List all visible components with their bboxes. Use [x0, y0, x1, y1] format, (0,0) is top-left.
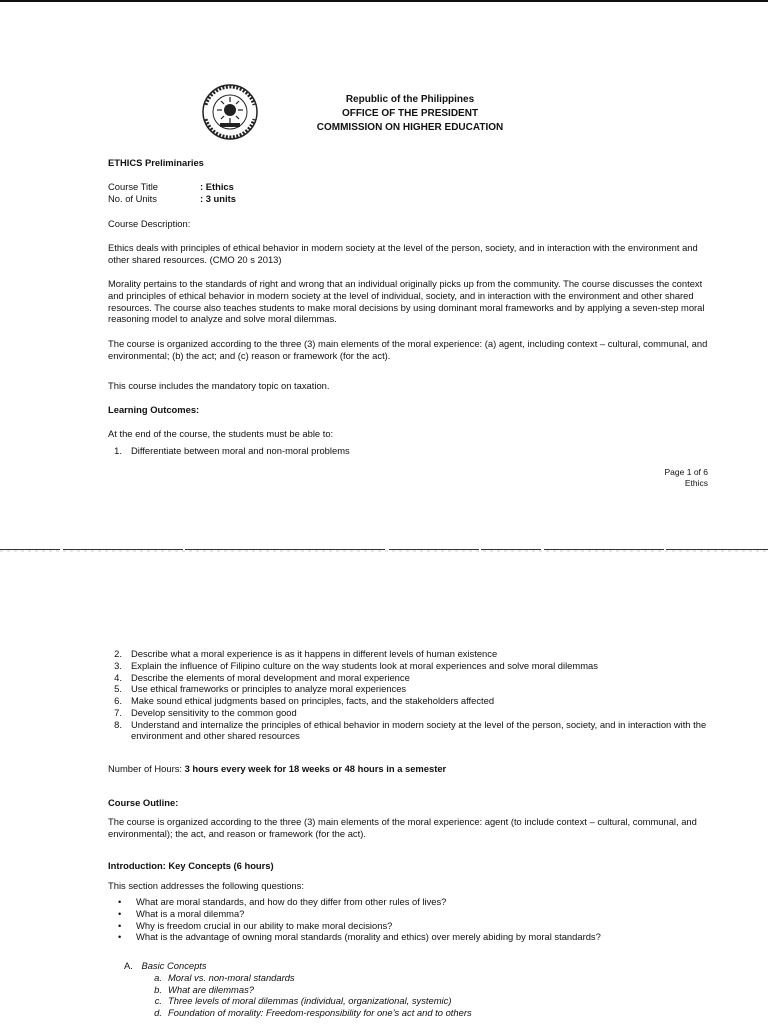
paragraph-1: Ethics deals with principles of ethical behavior in modern society at the level of the person, society, and in interaction with the environment and other shared resources. (CMO 20 s 2013): [108, 242, 698, 265]
footer-course: Ethics: [684, 478, 708, 488]
list-letter: b.: [154, 983, 162, 995]
field-label-units: No. of Units: [108, 192, 157, 204]
paragraph-4: This course includes the mandatory topic on taxation.: [108, 380, 330, 391]
list-item: [108, 896, 708, 908]
list-text: What are dilemmas?: [168, 983, 254, 995]
list-number: 2.: [114, 648, 122, 659]
concepts-letter: A.: [124, 960, 133, 971]
list-text: Differentiate between moral and non-moral problems: [131, 445, 350, 456]
concepts-title: Basic Concepts: [141, 960, 207, 971]
list-text: Describe what a moral experience is as it happens in different levels of human existence: [131, 648, 498, 659]
list-item: [108, 672, 710, 684]
list-text: Understand and internalize the principles of ethical behavior in modern society at the level of the person, society, and in interaction with the environment and other shared resources: [131, 718, 707, 742]
paragraph-3: The course is organized according to the three (3) main elements of the moral experience: (a) agent, including context – cultural, communal, and environmental; (b) the act; and (c) reason or framework (for the act).: [108, 338, 708, 361]
list-letter: c.: [154, 995, 162, 1007]
list-number: 4.: [114, 671, 122, 683]
list-item: [108, 908, 708, 920]
field-label-title: Course Title: [108, 181, 159, 192]
paragraph-2: Morality pertains to the standards of right and wrong that an individual originally picks up from the community. The course discusses the context and principles of ethical behavior in modern society at the level of individual, society, and in interaction with the environment and other shared resources. The course also teaches students to make moral decisions by using dominant moral frameworks and by applying a seven-step moral reasoning model to analyze and solve moral dilemmas.: [108, 278, 705, 325]
course-outline-heading: Course Outline:: [108, 797, 179, 808]
page-number: Page 1 of 6: [664, 467, 708, 477]
letterhead-line-1: Republic of the Philippines: [345, 94, 475, 105]
outcomes-intro: At the end of the course, the students must be able to:: [108, 428, 334, 439]
list-item: [148, 972, 704, 984]
list-item: [108, 920, 708, 932]
list-number: 7.: [114, 706, 122, 718]
basic-concepts: [124, 960, 704, 1019]
list-number: 8.: [114, 718, 122, 730]
list-text: Why is freedom crucial in our ability to make moral decisions?: [136, 919, 393, 931]
bullet-icon: •: [118, 907, 122, 919]
page-break-divider: [0, 548, 768, 552]
list-text: Develop sensitivity to the common good: [131, 706, 297, 718]
list-item: [108, 719, 710, 743]
letterhead-line-3: COMMISSION ON HIGHER EDUCATION: [316, 122, 504, 133]
list-item: [108, 445, 708, 457]
concepts-title-row: [124, 960, 704, 972]
list-text: What is a moral dilemma?: [136, 907, 245, 919]
list-text: Foundation of morality: Freedom-responsibility for one’s act and to others: [168, 1007, 472, 1018]
ched-seal-icon: [196, 83, 264, 141]
hours-label: Number of Hours:: [108, 763, 185, 774]
course-fields: [108, 181, 708, 205]
list-text: Explain the influence of Filipino culture on the way students look at moral experiences and solve moral dilemmas: [131, 659, 598, 671]
questions-list: [108, 896, 708, 943]
list-item: [148, 995, 704, 1007]
bullet-icon: •: [118, 919, 122, 931]
list-letter: a.: [154, 971, 162, 983]
list-text: Describe the elements of moral development and moral experience: [131, 671, 410, 683]
outcomes-list-page-1: [108, 445, 708, 457]
list-text: What are moral standards, and how do they differ from other rules of lives?: [136, 896, 447, 907]
list-item: [108, 648, 710, 660]
outcomes-list-page-2: [108, 648, 710, 742]
introduction-heading: Introduction: Key Concepts (6 hours): [108, 860, 274, 871]
list-item: [148, 984, 704, 996]
letterhead: [290, 93, 530, 135]
list-item: [108, 683, 710, 695]
list-text: Moral vs. non-moral standards: [168, 971, 295, 983]
page-footer: [665, 467, 708, 489]
list-letter: d.: [154, 1007, 162, 1018]
introduction-text: This section addresses the following questions:: [108, 880, 304, 891]
list-text: Three levels of moral dilemmas (individual, organizational, systemic): [168, 995, 452, 1007]
list-text: What is the advantage of owning moral standards (morality and ethics) over merely abiding by moral standards?: [136, 931, 601, 943]
list-item: [108, 660, 710, 672]
description-label: Course Description:: [108, 218, 191, 229]
list-text: Use ethical frameworks or principles to analyze moral experiences: [131, 683, 407, 695]
bullet-icon: •: [118, 896, 122, 907]
document-page-2: [0, 560, 768, 1024]
list-number: 5.: [114, 683, 122, 695]
bullet-icon: •: [118, 931, 122, 943]
list-item: [108, 707, 710, 719]
list-text: Make sound ethical judgments based on principles, facts, and the stakeholders affected: [131, 695, 495, 706]
hours-value: 3 hours every week for 18 weeks or 48 hours in a semester: [184, 763, 447, 774]
list-item: [148, 1007, 704, 1019]
field-value-units: : 3 units: [200, 192, 236, 204]
list-number: 3.: [114, 659, 122, 671]
course-outline-text: The course is organized according to the three (3) main elements of the moral experience: agent (to include context – cultural, communal, and environmental); the act, and reason or framework (for the act).: [108, 816, 697, 839]
list-number: 6.: [114, 695, 122, 706]
list-item: [108, 695, 710, 707]
section-heading: ETHICS Preliminaries: [108, 157, 204, 168]
letterhead-line-2: OFFICE OF THE PRESIDENT: [341, 108, 479, 119]
learning-outcomes-heading: Learning Outcomes:: [108, 404, 200, 415]
list-item: [108, 931, 708, 943]
hours-line: [108, 763, 708, 775]
list-number: 1.: [114, 445, 122, 456]
field-value-title: : Ethics: [200, 181, 234, 192]
